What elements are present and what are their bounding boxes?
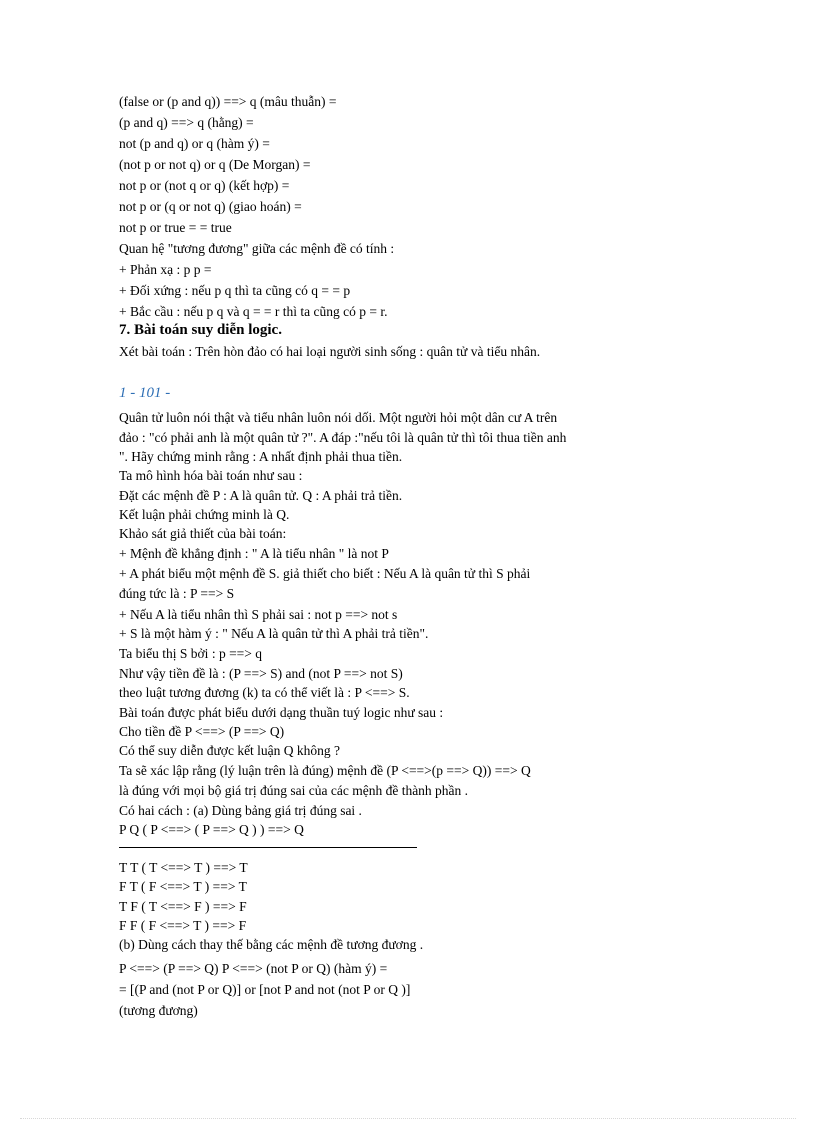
text-line: (false or (p and q)) ==> q (mâu thuẫn) = <box>119 94 337 109</box>
text-line: P <==> (P ==> Q) P <==> (not P or Q) (hàm ý) = <box>119 961 388 976</box>
text-line: Có thể suy diễn được kết luận Q không ? <box>119 743 341 758</box>
text-line: + Phản xạ : p p = <box>119 262 212 277</box>
page-footer-divider <box>20 1118 796 1119</box>
truth-table-header: P Q ( P <==> ( P ==> Q ) ) ==> Q <box>119 822 304 837</box>
text-line: (b) Dùng cách thay thế bằng các mệnh đề tương đương . <box>119 937 424 952</box>
truth-table-row: T F ( T <==> F ) ==> F <box>119 899 247 914</box>
text-line: Khảo sát giả thiết của bài toán: <box>119 526 287 541</box>
truth-table-row: T T ( T <==> T ) ==> T <box>119 860 248 875</box>
text-line: + Mệnh đề khẳng định : " A là tiểu nhân " là not P <box>119 546 389 561</box>
text-line: not p or true = = true <box>119 220 232 235</box>
text-line: + S là một hàm ý : " Nếu A là quân tử thì A phải trả tiền". <box>119 626 429 641</box>
text-line: Kết luận phải chứng minh là Q. <box>119 507 290 522</box>
text-line: Ta sẽ xác lập rằng (lý luận trên là đúng) mệnh đề (P <==>(p ==> Q)) ==> Q <box>119 763 531 778</box>
section-heading: 7. Bài toán suy diễn logic. <box>119 322 282 338</box>
truth-table-row: F T ( F <==> T ) ==> T <box>119 879 247 894</box>
text-line: Như vậy tiền đề là : (P ==> S) and (not P ==> not S) <box>119 666 403 681</box>
text-line: (not p or not q) or q (De Morgan) = <box>119 157 311 172</box>
text-line: Quan hệ "tương đương" giữa các mệnh đề có tính : <box>119 241 395 256</box>
text-line: theo luật tương đương (k) ta có thể viết là : P <==> S. <box>119 685 410 700</box>
text-line: đảo : "có phải anh là một quân tử ?". A đáp :"nếu tôi là quân tử thì tôi thua tiền anh <box>119 430 567 445</box>
text-line: ". Hãy chứng minh rằng : A nhất định phải thua tiền. <box>119 449 403 464</box>
truth-table-row: F F ( F <==> T ) ==> F <box>119 918 247 933</box>
text-line: = [(P and (not P or Q)] or [not P and not (not P or Q )] <box>119 982 411 997</box>
text-line: Cho tiền đề P <==> (P ==> Q) <box>119 724 285 739</box>
text-line: not p or (q or not q) (giao hoán) = <box>119 199 302 214</box>
text-line: not (p and q) or q (hàm ý) = <box>119 136 270 151</box>
text-line: Bài toán được phát biểu dưới dạng thuần tuý logic như sau : <box>119 705 444 720</box>
text-line: not p or (not q or q) (kết hợp) = <box>119 178 290 193</box>
text-line: Ta biểu thị S bởi : p ==> q <box>119 646 263 661</box>
text-line: Có hai cách : (a) Dùng bảng giá trị đúng sai . <box>119 803 362 818</box>
text-line: + Đối xứng : nếu p q thì ta cũng có q = = p <box>119 283 351 298</box>
text-line: + A phát biểu một mệnh đề S. giả thiết cho biết : Nếu A là quân tử thì S phải <box>119 566 531 581</box>
text-line: (p and q) ==> q (hằng) = <box>119 115 254 130</box>
text-line: Ta mô hình hóa bài toán như sau : <box>119 468 303 483</box>
text-line: (tương đương) <box>119 1003 198 1018</box>
text-line: Quân tử luôn nói thật và tiểu nhân luôn nói dối. Một người hỏi một dân cư A trên <box>119 410 558 425</box>
truth-table-divider <box>119 847 417 848</box>
text-line: đúng tức là : P ==> S <box>119 586 235 601</box>
text-line: là đúng với mọi bộ giá trị đúng sai của các mệnh đề thành phần . <box>119 783 469 798</box>
text-line: + Nếu A là tiểu nhân thì S phải sai : not p ==> not s <box>119 607 398 622</box>
page-reference: 1 - 101 - <box>119 385 171 401</box>
text-line: Xét bài toán : Trên hòn đảo có hai loại người sinh sống : quân tử và tiểu nhân. <box>119 344 541 359</box>
text-line: + Bắc cầu : nếu p q và q = = r thì ta cũng có p = r. <box>119 304 388 319</box>
text-line: Đặt các mệnh đề P : A là quân tử. Q : A phải trả tiền. <box>119 488 403 503</box>
